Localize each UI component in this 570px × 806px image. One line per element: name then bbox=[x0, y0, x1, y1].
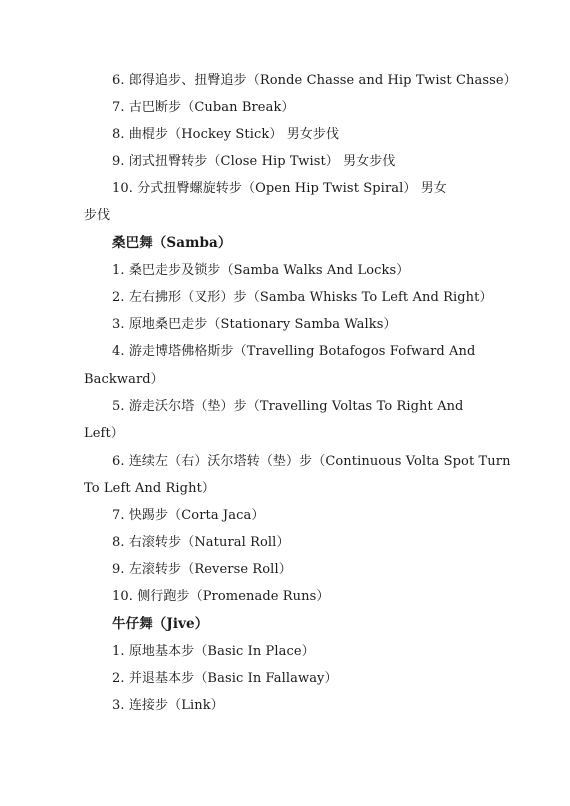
list-item-reverse-roll: 9. 左滚转步（Reverse Roll） bbox=[112, 562, 292, 577]
list-item-stationary-samba-walks: 3. 原地桑巴走步（Stationary Samba Walks） bbox=[112, 317, 397, 332]
list-item-natural-roll: 8. 右滚转步（Natural Roll） bbox=[112, 535, 290, 550]
list-item-promenade-runs: 10. 侧行跑步（Promenade Runs） bbox=[112, 589, 330, 604]
section-heading-samba: 桑巴舞（Samba） bbox=[112, 235, 232, 251]
list-item-travelling-voltas: 5. 游走沃尔塔（垫）步（Travelling Voltas To Right And bbox=[112, 399, 464, 414]
list-item-continuation: Left） bbox=[84, 426, 124, 441]
section-heading-jive: 牛仔舞（Jive） bbox=[112, 616, 209, 632]
list-item-ronde-chasse: 6. 郎得追步、扭臀追步（Ronde Chasse and Hip Twist Chasse） bbox=[112, 73, 517, 88]
list-item-samba-whisks: 2. 左右拂形（叉形）步（Samba Whisks To Left And Right） bbox=[112, 290, 493, 305]
list-item-continuous-volta: 6. 连续左（右）沃尔塔转（垫）步（Continuous Volta Spot Turn bbox=[112, 454, 511, 469]
list-item-basic-in-fallaway: 2. 并退基本步（Basic In Fallaway） bbox=[112, 671, 338, 686]
list-item-continuation: 步伐 bbox=[84, 208, 111, 223]
list-item-open-hip-twist-spiral: 10. 分式扭臀螺旋转步（Open Hip Twist Spiral） 男女 bbox=[112, 181, 447, 196]
list-item-cuban-break: 7. 古巴断步（Cuban Break） bbox=[112, 100, 295, 115]
list-item-travelling-botafogos: 4. 游走博塔佛格斯步（Travelling Botafogos Fofward And bbox=[112, 344, 476, 359]
list-item-close-hip-twist: 9. 闭式扭臀转步（Close Hip Twist） 男女步伐 bbox=[112, 154, 396, 169]
list-item-samba-walks: 1. 桑巴走步及锁步（Samba Walks And Locks） bbox=[112, 263, 410, 278]
list-item-corta-jaca: 7. 快踢步（Corta Jaca） bbox=[112, 508, 265, 523]
list-item-basic-in-place: 1. 原地基本步（Basic In Place） bbox=[112, 644, 315, 659]
list-item-link: 3. 连接步（Link） bbox=[112, 698, 224, 713]
list-item-continuation: Backward） bbox=[84, 372, 164, 387]
list-item-continuation: To Left And Right） bbox=[84, 481, 215, 496]
list-item-hockey-stick: 8. 曲棍步（Hockey Stick） 男女步伐 bbox=[112, 127, 340, 142]
